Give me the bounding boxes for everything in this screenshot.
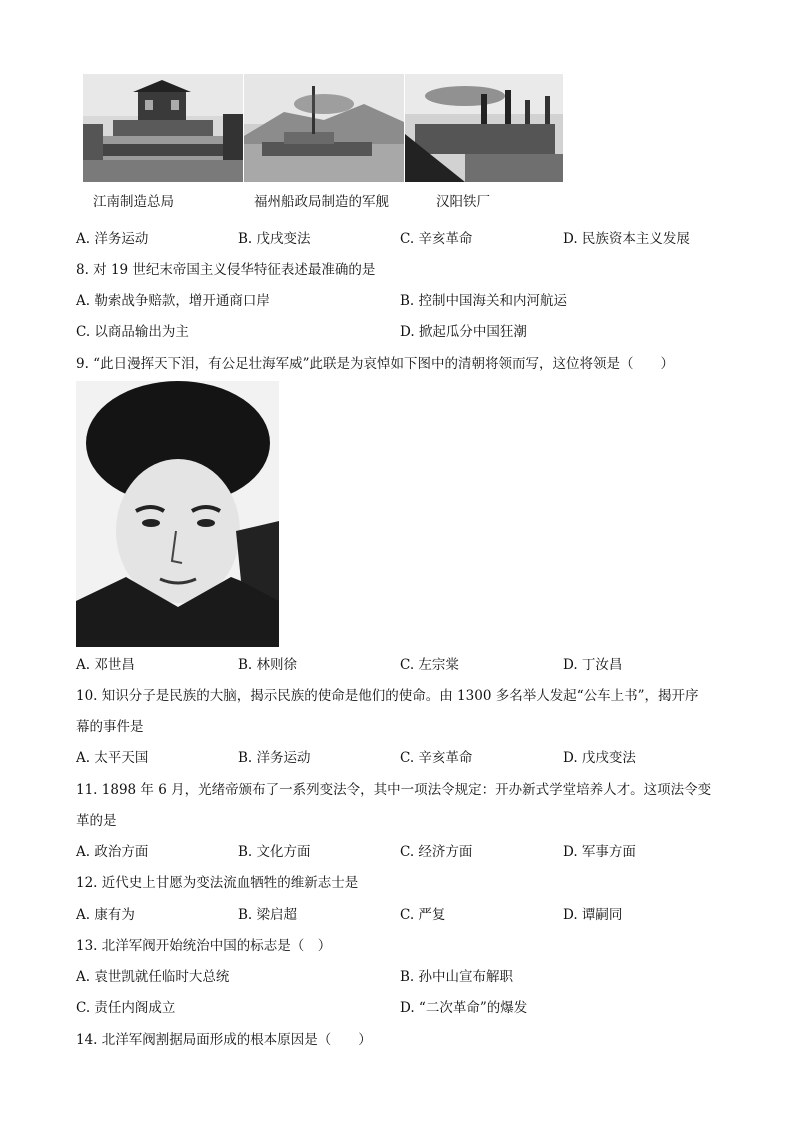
q9-option-c[interactable]: C. 左宗棠 (400, 657, 459, 673)
q10-option-c[interactable]: C. 辛亥革命 (400, 750, 473, 766)
q11-option-b[interactable]: B. 文化方面 (238, 844, 311, 860)
q13-option-b[interactable]: B. 孙中山宣布解职 (400, 969, 514, 985)
q9-option-d[interactable]: D. 丁汝昌 (563, 657, 623, 673)
q9-option-a[interactable]: A. 邓世昌 (76, 657, 135, 673)
q10-option-a[interactable]: A. 太平天国 (76, 750, 149, 766)
photo-hanyang-ironworks (405, 74, 563, 182)
q8-option-a[interactable]: A. 勒索战争赔款，增开通商口岸 (76, 293, 270, 309)
q8-option-b[interactable]: B. 控制中国海关和内河航运 (400, 293, 568, 309)
q12-stem: 12. 近代史上甘愿为变法流血牺牲的维新志士是 (76, 875, 359, 891)
q7-option-b[interactable]: B. 戊戌变法 (238, 231, 311, 247)
caption-hanyang: 汉阳铁厂 (436, 194, 490, 210)
caption-jiangnan: 江南制造总局 (93, 194, 174, 210)
q12-option-d[interactable]: D. 谭嗣同 (563, 907, 623, 923)
caption-fuzhou: 福州船政局制造的军舰 (254, 194, 389, 210)
portrait-qing-general (76, 381, 279, 647)
q12-option-a[interactable]: A. 康有为 (76, 907, 135, 923)
q11-option-c[interactable]: C. 经济方面 (400, 844, 473, 860)
q7-option-a[interactable]: A. 洋务运动 (76, 231, 149, 247)
q8-option-d[interactable]: D. 掀起瓜分中国狂潮 (400, 324, 527, 340)
q10-stem-line1: 10. 知识分子是民族的大脑，揭示民族的使命是他们的使命。由 1300 多名举人发起“公车上书”，揭开序 (76, 688, 699, 704)
q11-option-a[interactable]: A. 政治方面 (76, 844, 149, 860)
q9-stem: 9. “此日漫挥天下泪，有公足壮海军威”此联是为哀悼如下图中的清朝将领而写，这位将领是（ ） (76, 356, 674, 372)
q7-option-c[interactable]: C. 辛亥革命 (400, 231, 473, 247)
q13-option-a[interactable]: A. 袁世凯就任临时大总统 (76, 969, 230, 985)
q11-stem-line2: 革的是 (76, 813, 117, 829)
q8-stem: 8. 对 19 世纪末帝国主义侵华特征表述最准确的是 (76, 262, 376, 278)
q9-option-b[interactable]: B. 林则徐 (238, 657, 298, 673)
q11-option-d[interactable]: D. 军事方面 (563, 844, 636, 860)
q13-option-c[interactable]: C. 责任内阁成立 (76, 1000, 176, 1016)
q10-option-d[interactable]: D. 戊戌变法 (563, 750, 636, 766)
q13-option-d[interactable]: D. “二次革命”的爆发 (400, 1000, 528, 1016)
q8-option-c[interactable]: C. 以商品输出为主 (76, 324, 189, 340)
q10-option-b[interactable]: B. 洋务运动 (238, 750, 311, 766)
q14-stem: 14. 北洋军阀割据局面形成的根本原因是（ ） (76, 1032, 372, 1048)
q11-stem-line1: 11. 1898 年 6 月，光绪帝颁布了一系列变法令，其中一项法令规定：开办新式学堂培养人才。这项法令变 (76, 782, 712, 798)
photo-jiangnan-arsenal (83, 74, 243, 182)
q13-stem: 13. 北洋军阀开始统治中国的标志是（ ） (76, 938, 332, 954)
photo-fuzhou-warship (244, 74, 404, 182)
q10-stem-line2: 幕的事件是 (76, 719, 144, 735)
q12-option-c[interactable]: C. 严复 (400, 907, 446, 923)
q12-option-b[interactable]: B. 梁启超 (238, 907, 298, 923)
q7-option-d[interactable]: D. 民族资本主义发展 (563, 231, 690, 247)
